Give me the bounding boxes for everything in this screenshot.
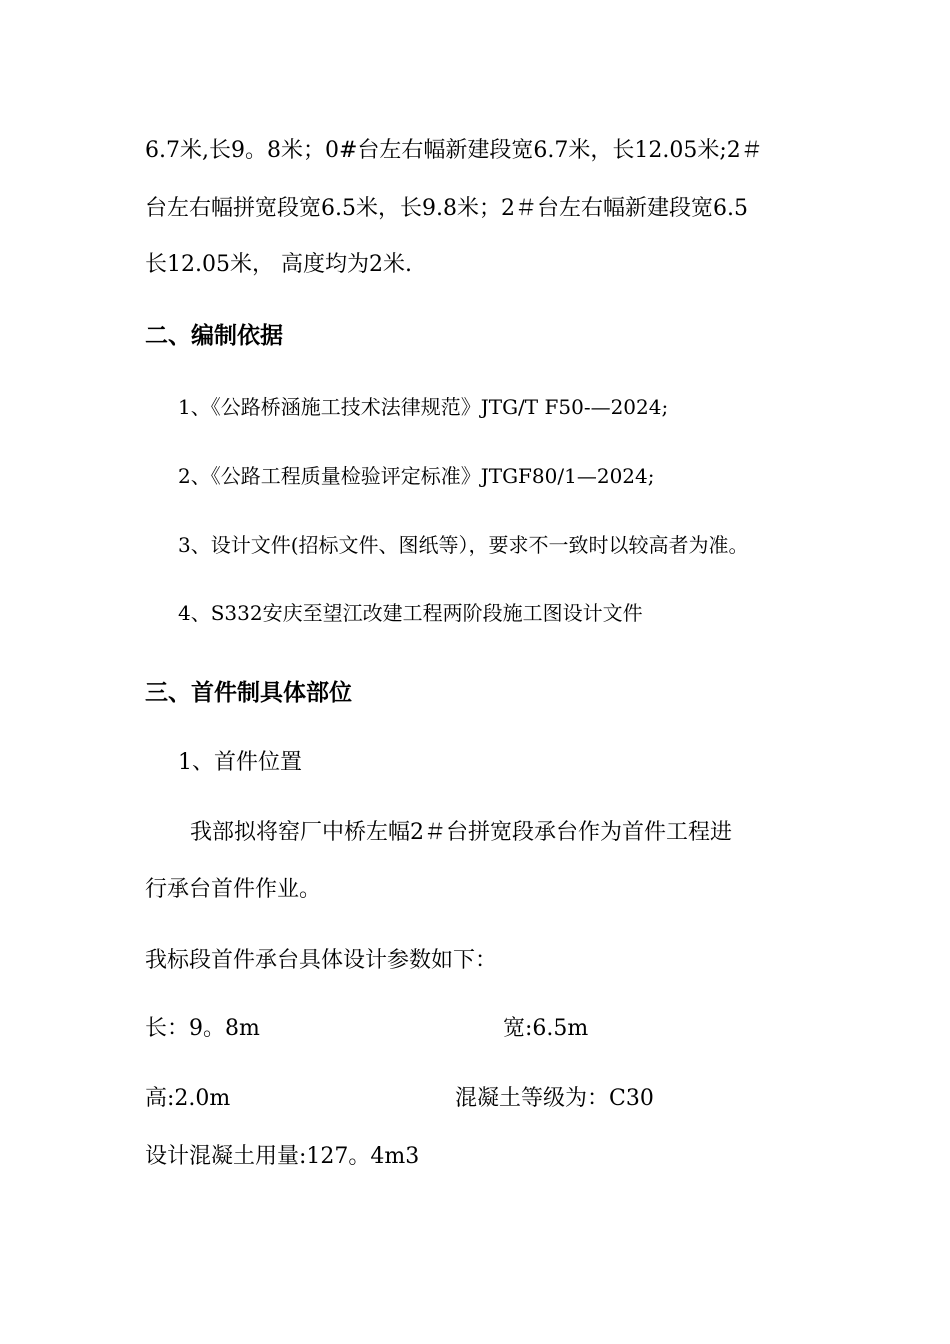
- intro-line-3: 长12.05米， 高度均为2米.: [145, 252, 412, 277]
- paragraph-line-2: 行承台首件作业。: [145, 877, 322, 902]
- parameters-intro: 我标段首件承台具体设计参数如下：: [145, 948, 498, 973]
- intro-line-1: 6.7米,长9。8米；0#台左右幅新建段宽6.7米，长12.05米;2＃: [145, 138, 763, 163]
- section-3-heading: 三、首件制具体部位: [145, 680, 352, 706]
- param-width: 宽:6.5m: [503, 1016, 589, 1041]
- param-length: 长：9。8m: [145, 1016, 260, 1041]
- param-concrete-volume: 设计混凝土用量:127。4m3: [145, 1144, 420, 1169]
- reference-item-2: 2、《公路工程质量检验评定标准》JTGF80/1—2024;: [178, 464, 655, 488]
- param-height: 高:2.0m: [145, 1086, 231, 1111]
- first-piece-location-subheading: 1、首件位置: [178, 750, 302, 775]
- reference-item-3: 3、设计文件(招标文件、图纸等），要求不一致时以较高者为准。: [178, 533, 749, 557]
- param-concrete-grade: 混凝土等级为：C30: [455, 1086, 654, 1111]
- paragraph-line-1: 我部拟将窑厂中桥左幅2＃台拼宽段承台作为首件工程进: [190, 820, 732, 845]
- intro-line-2: 台左右幅拼宽段宽6.5米，长9.8米；2＃台左右幅新建段宽6.5: [145, 196, 748, 221]
- section-2-heading: 二、编制依据: [145, 323, 283, 349]
- reference-item-1: 1、《公路桥涵施工技术法律规范》JTG/T F50-—2024;: [178, 395, 669, 419]
- reference-item-4: 4、S332安庆至望江改建工程两阶段施工图设计文件: [178, 601, 643, 625]
